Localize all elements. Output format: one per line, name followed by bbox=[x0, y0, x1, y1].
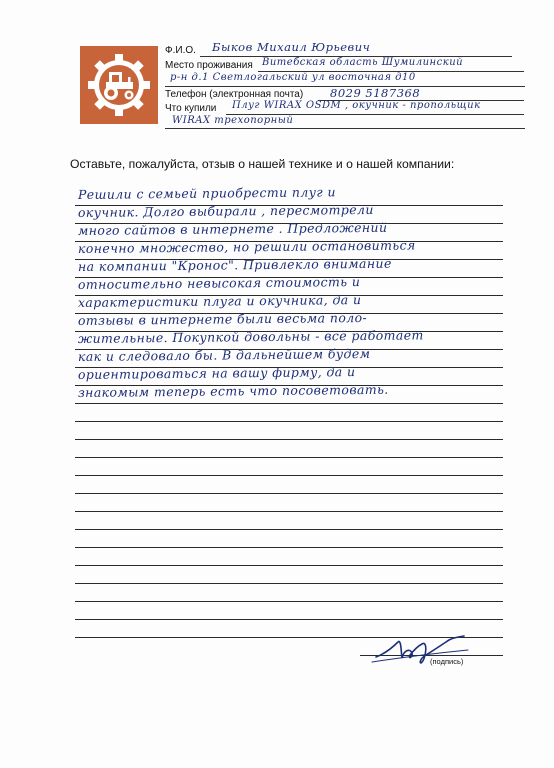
review-line: Решили с семьей приобрести плуг и bbox=[77, 184, 336, 202]
review-line: как и следовало бы. В дальнейшем будем bbox=[77, 345, 371, 364]
ruled-line bbox=[75, 511, 503, 512]
review-line: на компании "Кронос". Привлекло внимание bbox=[77, 255, 392, 274]
review-line: жительные. Покупкой довольны - всё работает bbox=[77, 327, 424, 346]
ruled-line bbox=[75, 457, 503, 458]
handwritten-signature bbox=[368, 624, 478, 674]
ruled-line bbox=[75, 439, 503, 440]
ruled-line bbox=[75, 583, 503, 584]
review-prompt: Оставьте, пожалуйста, отзыв о нашей технике и о нашей компании: bbox=[70, 157, 455, 171]
fio-value: Быков Михаил Юрьевич bbox=[212, 40, 371, 54]
ruled-line bbox=[75, 493, 503, 494]
review-line: конечно множество, но решили остановиться bbox=[77, 237, 416, 256]
ruled-line bbox=[75, 565, 503, 566]
ruled-line bbox=[75, 403, 503, 404]
tractor-gear-logo-icon bbox=[80, 46, 158, 124]
ruled-line bbox=[75, 421, 503, 422]
signature-caption: (подпись) bbox=[430, 657, 464, 666]
purchase-value-2: WIRAX трехопорный bbox=[172, 115, 294, 126]
ruled-line bbox=[75, 475, 503, 476]
purchase-label: Что купили bbox=[165, 103, 217, 114]
review-line: ориентироваться на вашу фирму, да и bbox=[77, 364, 356, 382]
review-line: относительно невысокая стоимость и bbox=[77, 274, 361, 292]
ruled-line bbox=[75, 529, 503, 530]
phone-value: 8029 5187368 bbox=[330, 86, 421, 100]
ruled-line bbox=[75, 619, 503, 620]
ruled-line bbox=[75, 547, 503, 548]
phone-label: Телефон (электронная почта) bbox=[165, 89, 304, 100]
review-line: отзывы в интернете были весьма поло- bbox=[77, 309, 368, 328]
residence-value-1: Витебская область Шумилинский bbox=[262, 57, 464, 68]
purchase-value-1: Плуг WIRAX OSDM , окучник - пропольщик bbox=[232, 100, 481, 111]
ruled-line bbox=[75, 601, 503, 602]
fio-label: Ф.И.О. bbox=[165, 45, 196, 56]
review-line: характеристики плуга и окучника, да и bbox=[77, 292, 362, 310]
residence-label: Место проживания bbox=[165, 60, 253, 71]
review-line: много сайтов в интернете . Предложений bbox=[77, 219, 388, 238]
review-line: окучник. Долго выбирали , пересмотрели bbox=[77, 201, 374, 220]
residence-value-2: р-н д.1 Светлогальский ул восточная д10 bbox=[170, 72, 416, 83]
review-line: знакомым теперь есть что посоветовать. bbox=[77, 381, 389, 400]
purchase-underline-2 bbox=[165, 128, 525, 129]
